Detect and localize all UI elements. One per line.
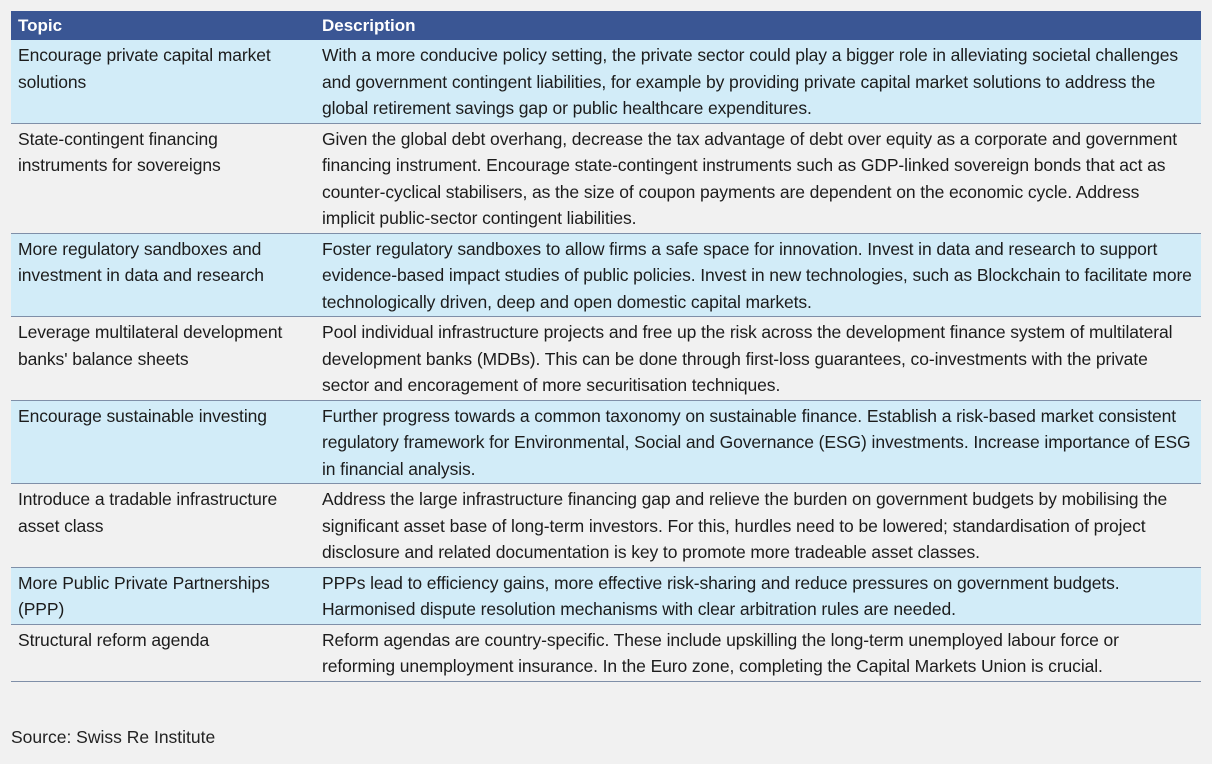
- description-cell: Further progress towards a common taxonomy on sustainable finance. Establish a risk-based market consistent regulatory framework for Environmental, Social and Governance (ESG) investments. Increase importance of ESG in financial analysis.: [315, 400, 1201, 484]
- topic-cell: Encourage sustainable investing: [11, 400, 315, 484]
- policy-table: [11, 11, 1201, 682]
- description-cell: Reform agendas are country-specific. These include upskilling the long-term unemployed labour force or reforming unemployment insurance. In the Euro zone, completing the Capital Markets Union is crucial.: [315, 624, 1201, 681]
- column-header-description: Description: [315, 11, 1201, 40]
- table-row: [11, 484, 1201, 568]
- description-cell: Address the large infrastructure financing gap and relieve the burden on government budgets by mobilising the significant asset base of long-term investors. For this, hurdles need to be lowered; standardisation of project disclosure and related documentation is key to promote more tradeable asset classes.: [315, 484, 1201, 568]
- table-row: [11, 567, 1201, 624]
- table-row: [11, 400, 1201, 484]
- table-body: [11, 40, 1201, 681]
- table-row: [11, 40, 1201, 123]
- column-header-topic: Topic: [11, 11, 315, 40]
- table-row: [11, 624, 1201, 681]
- source-note: Source: Swiss Re Institute: [11, 727, 216, 747]
- description-cell: With a more conducive policy setting, the private sector could play a bigger role in alleviating societal challenges and government contingent liabilities, for example by providing private capital market solutions to address the global retirement savings gap or public healthcare expenditures.: [315, 40, 1201, 123]
- table-row: [11, 123, 1201, 233]
- description-cell: PPPs lead to efficiency gains, more effective risk-sharing and reduce pressures on government budgets. Harmonised dispute resolution mechanisms with clear arbitration rules are needed.: [315, 567, 1201, 624]
- description-cell: Given the global debt overhang, decrease the tax advantage of debt over equity as a corporate and government financing instrument. Encourage state-contingent instruments such as GDP-linked sovereign bonds that act as counter-cyclical stabilisers, as the size of coupon payments are dependent on the economic cycle. Address implicit public-sector contingent liabilities.: [315, 123, 1201, 233]
- topic-cell: More Public Private Partnerships (PPP): [11, 567, 315, 624]
- topic-cell: Introduce a tradable infrastructure asset class: [11, 484, 315, 568]
- topic-cell: State-contingent financing instruments for sovereigns: [11, 123, 315, 233]
- table-header: [11, 11, 1201, 40]
- table-header-row: [11, 11, 1201, 40]
- topic-cell: Leverage multilateral development banks' balance sheets: [11, 317, 315, 401]
- table-row: [11, 233, 1201, 317]
- policy-table-container: [11, 11, 1201, 682]
- table-row: [11, 317, 1201, 401]
- description-cell: Foster regulatory sandboxes to allow firms a safe space for innovation. Invest in data and research to support evidence-based impact studies of public policies. Invest in new technologies, such as Blockchain to facilitate more technologically driven, deep and open domestic capital markets.: [315, 233, 1201, 317]
- topic-cell: Encourage private capital market solutions: [11, 40, 315, 123]
- topic-cell: Structural reform agenda: [11, 624, 315, 681]
- description-cell: Pool individual infrastructure projects and free up the risk across the development finance system of multilateral development banks (MDBs). This can be done through first-loss guarantees, co-investments with the private sector and encoragement of more securitisation techniques.: [315, 317, 1201, 401]
- topic-cell: More regulatory sandboxes and investment in data and research: [11, 233, 315, 317]
